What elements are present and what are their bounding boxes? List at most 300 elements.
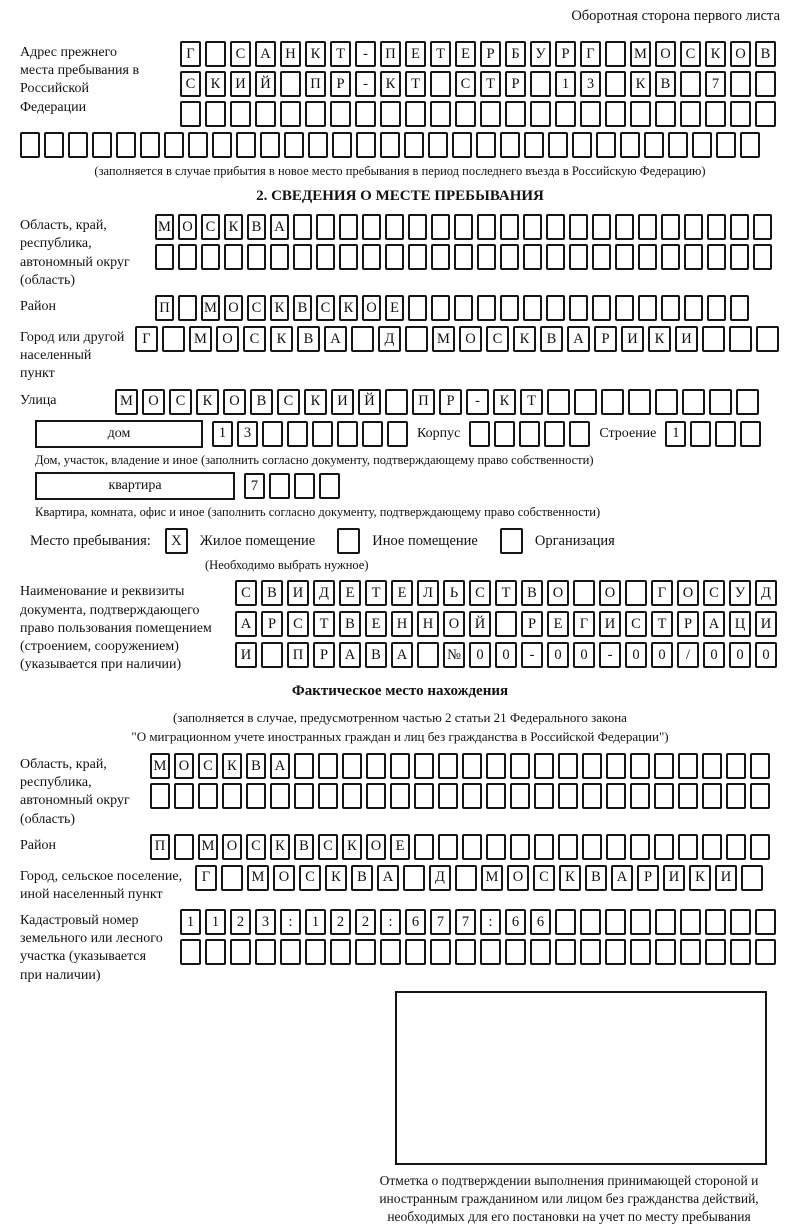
char-cell[interactable]: [661, 295, 680, 321]
char-cell[interactable]: О: [224, 295, 243, 321]
char-cell[interactable]: [222, 783, 242, 809]
char-cell[interactable]: 1: [180, 909, 201, 935]
char-cell[interactable]: С: [198, 753, 218, 779]
char-cell[interactable]: Р: [521, 611, 543, 637]
char-cell[interactable]: 0: [573, 642, 595, 668]
char-cell[interactable]: В: [585, 865, 607, 891]
char-cell[interactable]: [408, 295, 427, 321]
char-cell[interactable]: С: [533, 865, 555, 891]
char-cell[interactable]: [477, 295, 496, 321]
char-cell[interactable]: [305, 939, 326, 965]
char-cell[interactable]: М: [432, 326, 455, 352]
char-cell[interactable]: А: [270, 753, 290, 779]
char-cell[interactable]: К: [342, 834, 362, 860]
char-cell[interactable]: [558, 834, 578, 860]
char-cell[interactable]: Д: [429, 865, 451, 891]
char-cell[interactable]: О: [216, 326, 239, 352]
char-cell[interactable]: С: [277, 389, 300, 415]
char-cell[interactable]: К: [270, 834, 290, 860]
char-cell[interactable]: [390, 783, 410, 809]
char-cell[interactable]: [730, 101, 751, 127]
char-cell[interactable]: Т: [430, 41, 451, 67]
char-cell[interactable]: О: [655, 41, 676, 67]
char-cell[interactable]: [709, 389, 732, 415]
char-cell[interactable]: [524, 132, 544, 158]
char-cell[interactable]: [630, 909, 651, 935]
char-cell[interactable]: О: [222, 834, 242, 860]
char-cell[interactable]: П: [305, 71, 326, 97]
char-cell[interactable]: [178, 295, 197, 321]
char-cell[interactable]: С: [201, 214, 220, 240]
char-cell[interactable]: [569, 421, 590, 447]
char-cell[interactable]: [601, 389, 624, 415]
char-cell[interactable]: [469, 421, 490, 447]
char-cell[interactable]: [430, 71, 451, 97]
char-cell[interactable]: [201, 244, 220, 270]
char-cell[interactable]: С: [287, 611, 309, 637]
char-cell[interactable]: [606, 753, 626, 779]
char-cell[interactable]: И: [235, 642, 257, 668]
char-cell[interactable]: 1: [212, 421, 233, 447]
char-cell[interactable]: [558, 783, 578, 809]
char-cell[interactable]: [702, 326, 725, 352]
char-cell[interactable]: [362, 244, 381, 270]
char-cell[interactable]: [294, 783, 314, 809]
char-cell[interactable]: К: [648, 326, 671, 352]
char-cell[interactable]: [654, 783, 674, 809]
char-cell[interactable]: [750, 834, 770, 860]
char-cell[interactable]: [261, 642, 283, 668]
char-cell[interactable]: [330, 101, 351, 127]
char-cell[interactable]: [330, 939, 351, 965]
char-cell[interactable]: Т: [480, 71, 501, 97]
char-cell[interactable]: [715, 421, 736, 447]
char-cell[interactable]: Й: [469, 611, 491, 637]
char-cell[interactable]: [615, 214, 634, 240]
char-cell[interactable]: С: [230, 41, 251, 67]
char-cell[interactable]: С: [486, 326, 509, 352]
char-cell[interactable]: [68, 132, 88, 158]
char-cell[interactable]: [486, 834, 506, 860]
char-cell[interactable]: 3: [255, 909, 276, 935]
char-cell[interactable]: [523, 214, 542, 240]
char-cell[interactable]: Л: [417, 580, 439, 606]
char-cell[interactable]: С: [246, 834, 266, 860]
char-cell[interactable]: 1: [205, 909, 226, 935]
char-cell[interactable]: [605, 41, 626, 67]
char-cell[interactable]: В: [540, 326, 563, 352]
char-cell[interactable]: [92, 132, 112, 158]
char-cell[interactable]: [755, 101, 776, 127]
char-cell[interactable]: [212, 132, 232, 158]
char-cell[interactable]: 3: [580, 71, 601, 97]
char-cell[interactable]: А: [567, 326, 590, 352]
char-cell[interactable]: Г: [180, 41, 201, 67]
char-cell[interactable]: [534, 834, 554, 860]
char-cell[interactable]: О: [142, 389, 165, 415]
char-cell[interactable]: [414, 834, 434, 860]
char-cell[interactable]: [205, 939, 226, 965]
char-cell[interactable]: Н: [391, 611, 413, 637]
char-cell[interactable]: [332, 132, 352, 158]
char-cell[interactable]: М: [150, 753, 170, 779]
char-cell[interactable]: [230, 101, 251, 127]
char-cell[interactable]: [605, 939, 626, 965]
char-cell[interactable]: [505, 939, 526, 965]
char-cell[interactable]: [605, 101, 626, 127]
char-cell[interactable]: [462, 753, 482, 779]
char-cell[interactable]: [270, 783, 290, 809]
char-cell[interactable]: 0: [703, 642, 725, 668]
char-cell[interactable]: Т: [405, 71, 426, 97]
char-cell[interactable]: М: [630, 41, 651, 67]
char-cell[interactable]: М: [247, 865, 269, 891]
char-cell[interactable]: 6: [405, 909, 426, 935]
char-cell[interactable]: Р: [330, 71, 351, 97]
char-cell[interactable]: [680, 909, 701, 935]
char-cell[interactable]: Т: [365, 580, 387, 606]
char-cell[interactable]: [596, 132, 616, 158]
char-cell[interactable]: [753, 244, 772, 270]
char-cell[interactable]: К: [224, 214, 243, 240]
char-cell[interactable]: 2: [355, 909, 376, 935]
char-cell[interactable]: [380, 132, 400, 158]
char-cell[interactable]: [678, 753, 698, 779]
char-cell[interactable]: [534, 753, 554, 779]
char-cell[interactable]: [546, 244, 565, 270]
char-cell[interactable]: [555, 909, 576, 935]
char-cell[interactable]: А: [703, 611, 725, 637]
char-cell[interactable]: №: [443, 642, 465, 668]
char-cell[interactable]: [500, 132, 520, 158]
char-cell[interactable]: Д: [313, 580, 335, 606]
char-cell[interactable]: [510, 834, 530, 860]
char-cell[interactable]: [523, 244, 542, 270]
char-cell[interactable]: [280, 71, 301, 97]
char-cell[interactable]: [690, 421, 711, 447]
char-cell[interactable]: К: [325, 865, 347, 891]
char-cell[interactable]: [20, 132, 40, 158]
char-cell[interactable]: Е: [405, 41, 426, 67]
char-cell[interactable]: 1: [665, 421, 686, 447]
char-cell[interactable]: [380, 101, 401, 127]
char-cell[interactable]: [661, 214, 680, 240]
char-cell[interactable]: Ц: [729, 611, 751, 637]
char-cell[interactable]: В: [261, 580, 283, 606]
char-cell[interactable]: [452, 132, 472, 158]
char-cell[interactable]: К: [196, 389, 219, 415]
char-cell[interactable]: Т: [520, 389, 543, 415]
char-cell[interactable]: [431, 244, 450, 270]
char-cell[interactable]: [431, 295, 450, 321]
char-cell[interactable]: 6: [530, 909, 551, 935]
char-cell[interactable]: [404, 132, 424, 158]
char-cell[interactable]: Р: [555, 41, 576, 67]
char-cell[interactable]: [505, 101, 526, 127]
char-cell[interactable]: [477, 214, 496, 240]
char-cell[interactable]: П: [380, 41, 401, 67]
char-cell[interactable]: 6: [505, 909, 526, 935]
char-cell[interactable]: -: [521, 642, 543, 668]
char-cell[interactable]: [178, 244, 197, 270]
char-cell[interactable]: [500, 214, 519, 240]
char-cell[interactable]: А: [235, 611, 257, 637]
char-cell[interactable]: О: [730, 41, 751, 67]
char-cell[interactable]: [255, 939, 276, 965]
char-cell[interactable]: И: [230, 71, 251, 97]
char-cell[interactable]: В: [521, 580, 543, 606]
char-cell[interactable]: [319, 473, 340, 499]
char-cell[interactable]: К: [305, 41, 326, 67]
char-cell[interactable]: [630, 834, 650, 860]
char-cell[interactable]: И: [715, 865, 737, 891]
char-cell[interactable]: [293, 214, 312, 240]
char-cell[interactable]: [668, 132, 688, 158]
char-cell[interactable]: [753, 214, 772, 240]
char-cell[interactable]: С: [247, 295, 266, 321]
char-cell[interactable]: [380, 939, 401, 965]
char-cell[interactable]: И: [331, 389, 354, 415]
char-cell[interactable]: У: [530, 41, 551, 67]
char-cell[interactable]: Г: [573, 611, 595, 637]
char-cell[interactable]: С: [299, 865, 321, 891]
char-cell[interactable]: [500, 295, 519, 321]
char-cell[interactable]: [628, 389, 651, 415]
char-cell[interactable]: [454, 244, 473, 270]
char-cell[interactable]: [462, 783, 482, 809]
char-cell[interactable]: С: [169, 389, 192, 415]
char-cell[interactable]: 0: [495, 642, 517, 668]
char-cell[interactable]: [318, 783, 338, 809]
char-cell[interactable]: В: [297, 326, 320, 352]
char-cell[interactable]: [730, 71, 751, 97]
char-cell[interactable]: Г: [580, 41, 601, 67]
char-cell[interactable]: [339, 244, 358, 270]
char-cell[interactable]: [605, 909, 626, 935]
char-cell[interactable]: С: [625, 611, 647, 637]
char-cell[interactable]: [262, 421, 283, 447]
char-cell[interactable]: [655, 909, 676, 935]
char-cell[interactable]: [730, 214, 749, 240]
char-cell[interactable]: М: [189, 326, 212, 352]
char-cell[interactable]: [455, 939, 476, 965]
char-cell[interactable]: [414, 753, 434, 779]
char-cell[interactable]: [702, 834, 722, 860]
char-cell[interactable]: [729, 326, 752, 352]
char-cell[interactable]: И: [621, 326, 644, 352]
char-cell[interactable]: [705, 939, 726, 965]
char-cell[interactable]: [605, 71, 626, 97]
char-cell[interactable]: Р: [480, 41, 501, 67]
char-cell[interactable]: [486, 783, 506, 809]
char-cell[interactable]: 2: [230, 909, 251, 935]
char-cell[interactable]: [592, 295, 611, 321]
char-cell[interactable]: [625, 580, 647, 606]
char-cell[interactable]: [174, 834, 194, 860]
char-cell[interactable]: [293, 244, 312, 270]
char-cell[interactable]: 0: [625, 642, 647, 668]
char-cell[interactable]: Т: [313, 611, 335, 637]
char-cell[interactable]: [582, 834, 602, 860]
char-cell[interactable]: [730, 295, 749, 321]
char-cell[interactable]: [270, 244, 289, 270]
char-cell[interactable]: 7: [430, 909, 451, 935]
char-cell[interactable]: [592, 244, 611, 270]
char-cell[interactable]: [684, 244, 703, 270]
char-cell[interactable]: 0: [755, 642, 777, 668]
char-cell[interactable]: [678, 834, 698, 860]
char-cell[interactable]: Р: [677, 611, 699, 637]
char-cell[interactable]: 3: [237, 421, 258, 447]
char-cell[interactable]: [164, 132, 184, 158]
char-cell[interactable]: [495, 611, 517, 637]
char-cell[interactable]: К: [222, 753, 242, 779]
char-cell[interactable]: 0: [651, 642, 673, 668]
char-cell[interactable]: [620, 132, 640, 158]
char-cell[interactable]: [260, 132, 280, 158]
char-cell[interactable]: [547, 389, 570, 415]
char-cell[interactable]: Т: [495, 580, 517, 606]
char-cell[interactable]: [494, 421, 515, 447]
char-cell[interactable]: В: [246, 753, 266, 779]
char-cell[interactable]: [162, 326, 185, 352]
char-cell[interactable]: [500, 244, 519, 270]
char-cell[interactable]: С: [318, 834, 338, 860]
char-cell[interactable]: [428, 132, 448, 158]
char-cell[interactable]: [342, 753, 362, 779]
char-cell[interactable]: М: [115, 389, 138, 415]
char-cell[interactable]: [558, 753, 578, 779]
char-cell[interactable]: Е: [391, 580, 413, 606]
char-cell[interactable]: :: [380, 909, 401, 935]
char-cell[interactable]: [246, 783, 266, 809]
char-cell[interactable]: [408, 244, 427, 270]
char-cell[interactable]: [455, 865, 477, 891]
char-cell[interactable]: К: [205, 71, 226, 97]
char-cell[interactable]: [692, 132, 712, 158]
char-cell[interactable]: :: [280, 909, 301, 935]
char-cell[interactable]: [726, 783, 746, 809]
char-cell[interactable]: [405, 326, 428, 352]
char-cell[interactable]: П: [412, 389, 435, 415]
char-cell[interactable]: [726, 753, 746, 779]
char-cell[interactable]: И: [599, 611, 621, 637]
char-cell[interactable]: В: [339, 611, 361, 637]
char-cell[interactable]: 1: [555, 71, 576, 97]
char-cell[interactable]: [355, 101, 376, 127]
char-cell[interactable]: [530, 71, 551, 97]
char-cell[interactable]: [680, 71, 701, 97]
char-cell[interactable]: Е: [547, 611, 569, 637]
char-cell[interactable]: [530, 939, 551, 965]
char-cell[interactable]: [287, 421, 308, 447]
char-cell[interactable]: О: [178, 214, 197, 240]
char-cell[interactable]: [438, 834, 458, 860]
char-cell[interactable]: [417, 642, 439, 668]
char-cell[interactable]: [387, 421, 408, 447]
char-cell[interactable]: С: [316, 295, 335, 321]
char-cell[interactable]: [455, 101, 476, 127]
char-cell[interactable]: [750, 783, 770, 809]
char-cell[interactable]: 0: [469, 642, 491, 668]
char-cell[interactable]: [580, 909, 601, 935]
char-cell[interactable]: [756, 326, 779, 352]
char-cell[interactable]: [269, 473, 290, 499]
char-cell[interactable]: [707, 214, 726, 240]
char-cell[interactable]: [580, 101, 601, 127]
char-cell[interactable]: [390, 753, 410, 779]
char-cell[interactable]: [414, 783, 434, 809]
char-cell[interactable]: Н: [417, 611, 439, 637]
char-cell[interactable]: А: [255, 41, 276, 67]
char-cell[interactable]: [582, 783, 602, 809]
char-cell[interactable]: К: [270, 295, 289, 321]
char-cell[interactable]: О: [507, 865, 529, 891]
char-cell[interactable]: А: [324, 326, 347, 352]
char-cell[interactable]: [510, 783, 530, 809]
char-cell[interactable]: П: [287, 642, 309, 668]
char-cell[interactable]: [342, 783, 362, 809]
char-cell[interactable]: [294, 473, 315, 499]
char-cell[interactable]: В: [294, 834, 314, 860]
char-cell[interactable]: О: [599, 580, 621, 606]
char-cell[interactable]: [682, 389, 705, 415]
char-cell[interactable]: Ь: [443, 580, 465, 606]
char-cell[interactable]: [680, 939, 701, 965]
char-cell[interactable]: А: [339, 642, 361, 668]
char-cell[interactable]: [755, 71, 776, 97]
char-cell[interactable]: [654, 834, 674, 860]
char-cell[interactable]: -: [355, 71, 376, 97]
char-cell[interactable]: [180, 939, 201, 965]
char-cell[interactable]: 0: [729, 642, 751, 668]
char-cell[interactable]: [247, 244, 266, 270]
char-cell[interactable]: [224, 244, 243, 270]
char-cell[interactable]: [755, 939, 776, 965]
char-cell[interactable]: [740, 421, 761, 447]
char-cell[interactable]: К: [270, 326, 293, 352]
char-cell[interactable]: А: [377, 865, 399, 891]
char-cell[interactable]: Р: [439, 389, 462, 415]
char-cell[interactable]: [644, 132, 664, 158]
char-cell[interactable]: [569, 244, 588, 270]
char-cell[interactable]: [403, 865, 425, 891]
char-cell[interactable]: К: [513, 326, 536, 352]
char-cell[interactable]: [454, 295, 473, 321]
char-cell[interactable]: [339, 214, 358, 240]
char-cell[interactable]: [573, 580, 595, 606]
char-cell[interactable]: [730, 939, 751, 965]
char-cell[interactable]: [740, 132, 760, 158]
char-cell[interactable]: [236, 132, 256, 158]
char-cell[interactable]: [548, 132, 568, 158]
char-cell[interactable]: Б: [505, 41, 526, 67]
char-cell[interactable]: Й: [255, 71, 276, 97]
char-cell[interactable]: [198, 783, 218, 809]
char-cell[interactable]: [702, 783, 722, 809]
char-cell[interactable]: Г: [135, 326, 158, 352]
char-cell[interactable]: И: [675, 326, 698, 352]
char-cell[interactable]: [523, 295, 542, 321]
char-cell[interactable]: -: [466, 389, 489, 415]
char-cell[interactable]: С: [703, 580, 725, 606]
char-cell[interactable]: [385, 389, 408, 415]
char-cell[interactable]: [188, 132, 208, 158]
char-cell[interactable]: [655, 389, 678, 415]
char-cell[interactable]: -: [599, 642, 621, 668]
char-cell[interactable]: [755, 909, 776, 935]
char-cell[interactable]: -: [355, 41, 376, 67]
